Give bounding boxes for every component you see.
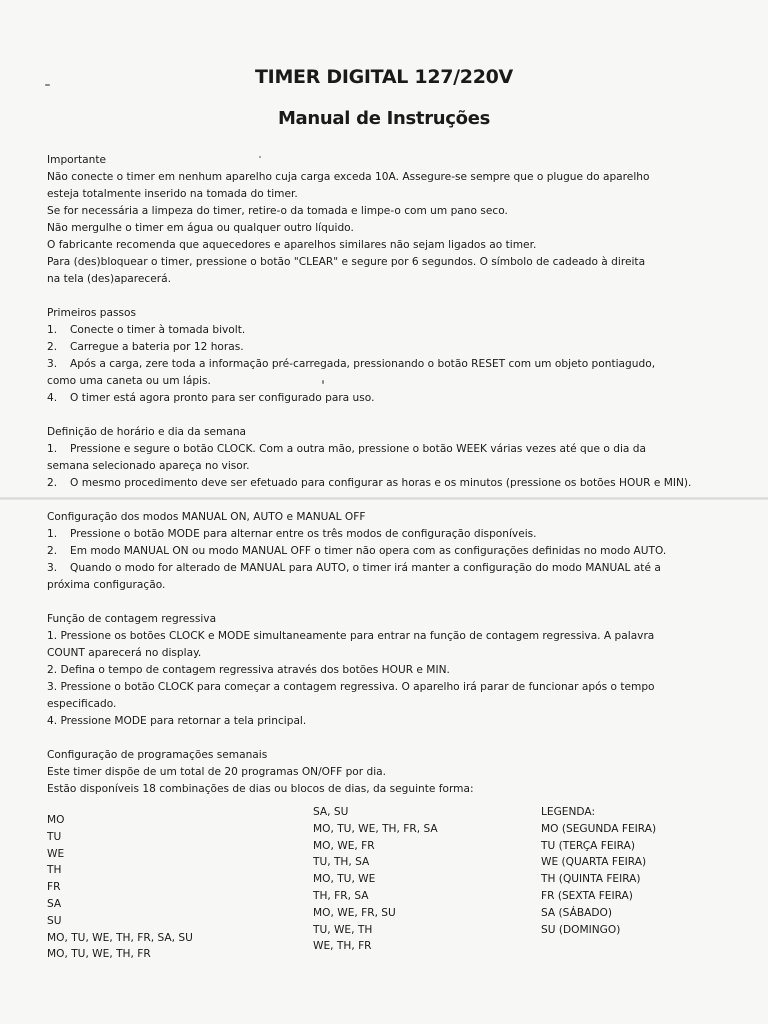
day-combinations-column-1 <box>47 812 193 963</box>
section-modes <box>47 509 727 594</box>
paper-fold-line <box>0 497 768 500</box>
item-number: 4. <box>47 392 58 404</box>
item-text: Conecte o timer à tomada bivolt. <box>70 324 246 336</box>
item-text: Pressione e segure o botão CLOCK. Com a outra mão, pressione o botão WEEK várias vezes até que o dia da <box>70 443 646 455</box>
item-text: O timer está agora pronto para ser configurado para uso. <box>70 392 375 404</box>
paragraph-line: 4. Pressione MODE para retornar a tela principal. <box>47 715 307 727</box>
day-combination: MO, TU, WE, TH, FR, SA, SU <box>47 931 193 944</box>
day-combinations-column-2 <box>313 804 438 955</box>
section-first-steps <box>47 305 727 407</box>
item-number: 1. <box>47 528 58 540</box>
manual-body <box>47 152 727 798</box>
document-title: TIMER DIGITAL 127/220V <box>255 66 513 88</box>
paragraph-line: semana selecionado apareça no visor. <box>47 460 250 472</box>
paragraph-line: Não mergulhe o timer em água ou qualquer outro líquido. <box>47 222 354 234</box>
item-number: 3. <box>47 562 58 574</box>
item-number: 1. <box>47 443 58 455</box>
list-item <box>47 339 727 356</box>
item-text: Quando o modo for alterado de MANUAL para AUTO, o timer irá manter a configuração do modo MANUAL até a <box>70 562 661 574</box>
legend-title: LEGENDA: <box>541 806 596 818</box>
paragraph-line: 1. Pressione os botões CLOCK e MODE simultaneamente para entrar na função de contagem regressiva. A palavra <box>47 630 655 642</box>
list-item <box>47 356 727 373</box>
day-combination: TU <box>47 830 62 843</box>
paragraph-line: como uma caneta ou um lápis. <box>47 375 211 387</box>
legend-entry: SU (DOMINGO) <box>541 923 621 936</box>
legend-entry: MO (SEGUNDA FEIRA) <box>541 822 657 835</box>
list-item <box>47 475 727 492</box>
item-text: Carregue a bateria por 12 horas. <box>70 341 244 353</box>
day-combination: SU <box>47 914 62 927</box>
legend-entry: SA (SÁBADO) <box>541 906 612 919</box>
legend-entry: WE (QUARTA FEIRA) <box>541 856 647 869</box>
section-heading: Função de contagem regressiva <box>47 613 217 625</box>
paragraph-line: esteja totalmente inserido na tomada do timer. <box>47 188 298 200</box>
document-subtitle: Manual de Instruções <box>277 108 491 129</box>
day-combination: MO, TU, WE <box>313 873 376 886</box>
paragraph-line: Para (des)bloquear o timer, pressione o botão "CLEAR" e segure por 6 segundos. O símbolo de cadeado à direita <box>47 256 646 268</box>
day-combination: WE, TH, FR <box>313 940 372 953</box>
list-item <box>47 322 727 339</box>
item-number: 2. <box>47 545 58 557</box>
section-clock <box>47 424 727 492</box>
item-number: 1. <box>47 324 58 336</box>
list-item <box>47 560 727 577</box>
paragraph-line: Estão disponíveis 18 combinações de dias ou blocos de dias, da seguinte forma: <box>47 783 474 795</box>
paragraph-line: 3. Pressione o botão CLOCK para começar a contagem regressiva. O aparelho irá parar de funcionar após o tempo <box>47 681 655 693</box>
paragraph-line: especificado. <box>47 698 117 710</box>
item-text: Após a carga, zere toda a informação pré-carregada, pressionando o botão RESET com um objeto pontiagudo, <box>70 358 656 370</box>
paragraph-line: Se for necessária a limpeza do timer, retire-o da tomada e limpe-o com um pano seco. <box>47 205 508 217</box>
legend-entry: TH (QUINTA FEIRA) <box>541 873 641 886</box>
day-combination: FR <box>47 881 61 894</box>
day-combination: MO, WE, FR, SU <box>313 906 396 919</box>
paragraph-line: na tela (des)aparecerá. <box>47 273 171 285</box>
item-text: Pressione o botão MODE para alternar entre os três modos de configuração disponíveis. <box>70 528 537 540</box>
section-heading: Configuração de programações semanais <box>47 749 268 761</box>
legend-entry: TU (TERÇA FEIRA) <box>541 839 635 852</box>
day-combination: TU, TH, SA <box>313 856 370 869</box>
section-countdown <box>47 611 727 730</box>
paragraph-line: Este timer dispõe de um total de 20 programas ON/OFF por dia. <box>47 766 387 778</box>
day-combination: SA, SU <box>313 806 349 818</box>
day-combination: MO, TU, WE, TH, FR <box>47 948 151 961</box>
day-combination: MO, TU, WE, TH, FR, SA <box>313 822 438 835</box>
paragraph-line: COUNT aparecerá no display. <box>47 647 202 659</box>
day-combination: SA <box>47 897 62 910</box>
section-weekly <box>47 747 727 798</box>
paragraph-line: O fabricante recomenda que aquecedores e aparelhos similares não sejam ligados ao timer. <box>47 239 537 251</box>
item-text: O mesmo procedimento deve ser efetuado para configurar as horas e os minutos (pressione os botões HOUR e MIN). <box>70 477 692 489</box>
item-text: Em modo MANUAL ON ou modo MANUAL OFF o timer não opera com as configurações definidas no modo AUTO. <box>70 545 667 557</box>
day-combination: MO, WE, FR <box>313 839 375 852</box>
day-combination: TH <box>47 864 62 877</box>
list-item <box>47 526 727 543</box>
day-combination: MO <box>47 814 65 826</box>
list-item <box>47 543 727 560</box>
list-item <box>47 441 727 458</box>
section-heading: Primeiros passos <box>47 307 137 319</box>
section-heading: Importante <box>47 154 107 166</box>
day-combination: TH, FR, SA <box>313 889 369 902</box>
paragraph-line: próxima configuração. <box>47 579 166 591</box>
legend-entry: FR (SEXTA FEIRA) <box>541 889 633 902</box>
paragraph-line: 2. Defina o tempo de contagem regressiva através dos botões HOUR e MIN. <box>47 664 450 676</box>
section-heading: Configuração dos modos MANUAL ON, AUTO e MANUAL OFF <box>47 511 366 523</box>
day-combination: WE <box>47 847 65 860</box>
section-important <box>47 152 727 288</box>
item-number: 2. <box>47 477 58 489</box>
paragraph-line: Não conecte o timer em nenhum aparelho cuja carga exceda 10A. Assegure-se sempre que o plugue do aparelho <box>47 171 650 183</box>
item-number: 3. <box>47 358 58 370</box>
section-heading: Definição de horário e dia da semana <box>47 426 247 438</box>
legend-column <box>541 804 656 938</box>
item-number: 2. <box>47 341 58 353</box>
day-combination: TU, WE, TH <box>313 923 373 936</box>
list-item <box>47 390 727 407</box>
